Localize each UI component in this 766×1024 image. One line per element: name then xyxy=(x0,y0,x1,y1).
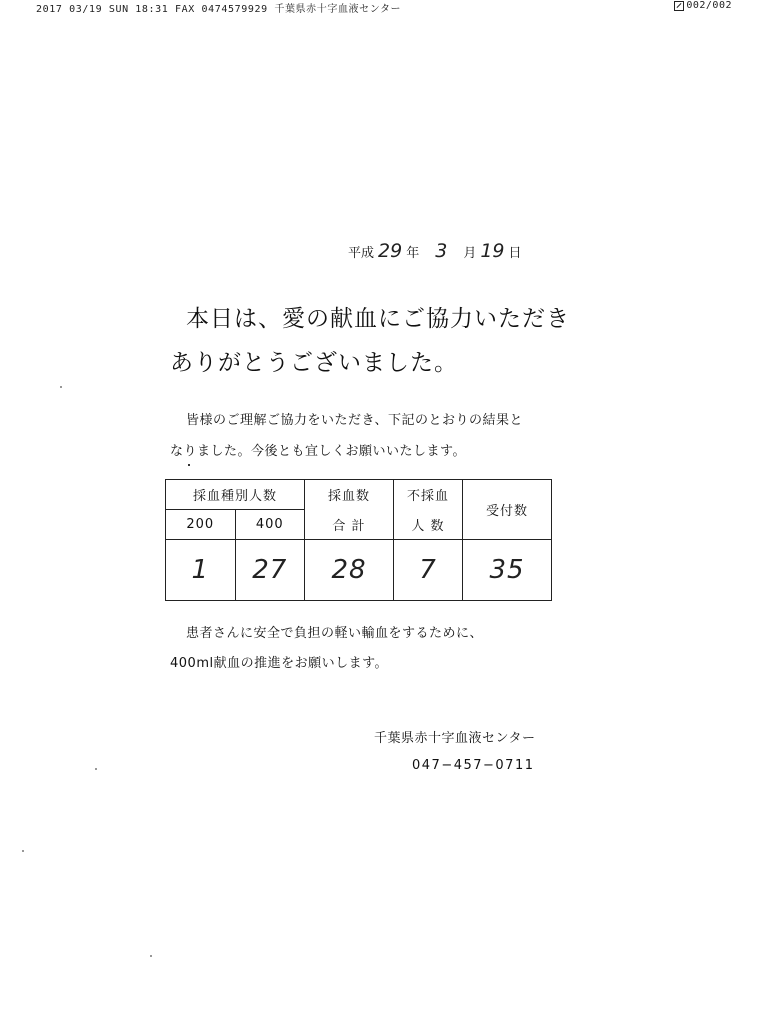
headline-line-1: 本日は、愛の献血にご協力いただき xyxy=(186,306,570,332)
group-header: 採血種別人数 xyxy=(166,480,305,510)
date-day-unit: 日 xyxy=(508,246,522,261)
fax-header-line: 2017 03/19 SUN 18:31 FAX 0474579929 千葉県赤十字血液センター xyxy=(36,4,402,15)
value-not-drawn: 7 xyxy=(394,540,463,601)
fax-page-number xyxy=(674,0,732,11)
scan-speck xyxy=(22,850,24,852)
reception-header: 受付数 xyxy=(463,480,552,540)
not-drawn-header-top: 不採血 xyxy=(394,480,463,510)
closing-line-1: 患者さんに安全で負担の軽い輸血をするために、 xyxy=(186,626,484,641)
total-header-top: 採血数 xyxy=(305,480,394,510)
date-line xyxy=(348,240,522,262)
scan-speck xyxy=(60,386,62,388)
donation-result-table xyxy=(165,479,552,601)
headline-line-2: ありがとうございました。 xyxy=(170,350,458,376)
scan-speck xyxy=(150,955,152,957)
value-200: 1 xyxy=(166,540,236,601)
value-total: 28 xyxy=(305,540,394,601)
date-month-unit: 月 xyxy=(463,246,477,261)
fax-page-label: 002/002 xyxy=(686,0,732,11)
intro-line-1: 皆様のご理解ご協力をいただき、下記のとおりの結果と xyxy=(186,413,523,428)
scan-speck xyxy=(95,768,97,770)
total-header-bottom: 合 計 xyxy=(305,510,394,540)
scan-speck xyxy=(188,464,190,466)
not-drawn-header-bottom: 人 数 xyxy=(394,510,463,540)
date-month: 3 xyxy=(435,240,448,262)
date-era: 平成 xyxy=(348,246,375,261)
organization-phone: 047−457−0711 xyxy=(412,758,535,773)
intro-line-2: なりました。今後とも宜しくお願いいたします。 xyxy=(170,444,466,459)
value-400: 27 xyxy=(235,540,305,601)
value-reception: 35 xyxy=(463,540,552,601)
date-day: 19 xyxy=(480,240,505,262)
checkbox-icon xyxy=(674,1,684,11)
organization-name: 千葉県赤十字血液センター xyxy=(374,731,536,746)
sub-header-400: 400 xyxy=(235,510,305,540)
closing-line-2: 400ml献血の推進をお願いします。 xyxy=(170,656,389,671)
date-year-unit: 年 xyxy=(406,246,420,261)
sub-header-200: 200 xyxy=(166,510,236,540)
date-year: 29 xyxy=(378,240,403,262)
